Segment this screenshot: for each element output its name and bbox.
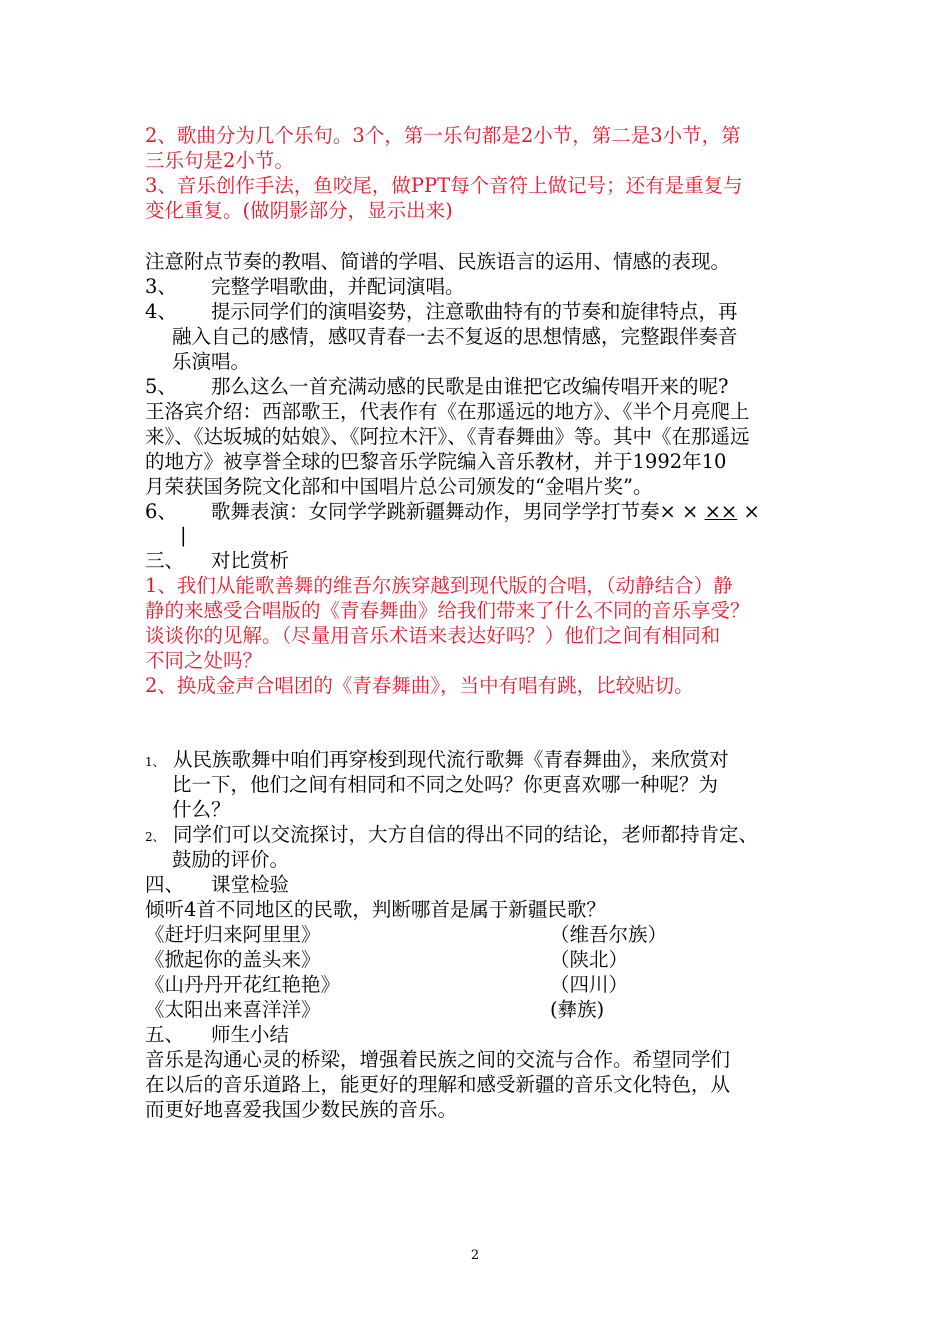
list-number: 3、 [145, 275, 177, 298]
rhythm-underlined: ×× [704, 500, 738, 523]
text-line: 融入自己的感情，感叹青春一去不复返的思想情感，完整跟伴奏音 [172, 325, 738, 348]
section-heading [145, 549, 289, 573]
list-number: 1、 [145, 755, 165, 769]
song-origin: （维吾尔族） [550, 923, 668, 946]
text-line: 的地方》被享誉全球的巴黎音乐学院编入音乐教材，并于1992年10 [145, 450, 727, 473]
list-text: 完整学唱歌曲，并配词演唱。 [211, 275, 465, 298]
text-line: 比一下，他们之间有相同和不同之处吗？你更喜欢哪一种呢？为 [172, 773, 719, 796]
section-heading [145, 1023, 289, 1047]
text-line: 3、音乐创作手法，鱼咬尾，做PPT每个音符上做记号；还有是重复与 [145, 174, 743, 197]
song-title: 《太阳出来喜洋洋》 [145, 998, 321, 1021]
list-item [145, 375, 728, 399]
song-row [145, 948, 629, 972]
song-origin: (彝族) [550, 998, 605, 1021]
rhythm-text: × [737, 500, 760, 523]
text-line: 三乐句是2小节。 [145, 149, 294, 172]
song-origin: （陕北） [550, 948, 629, 971]
list-number: 6、 [145, 500, 177, 523]
text-line: 音乐是沟通心灵的桥梁，增强着民族之间的交流与合作。希望同学们 [145, 1048, 731, 1071]
list-text: 从民族歌舞中咱们再穿梭到现代流行歌舞《青春舞曲》，来欣赏对 [173, 748, 729, 771]
text-line: 而更好地喜爱我国少数民族的音乐。 [145, 1098, 458, 1121]
song-title: 《山丹丹开花红艳艳》 [145, 973, 341, 996]
barline: | [180, 524, 187, 547]
text-line: 倾听4首不同地区的民歌，判断哪首是属于新疆民歌？ [145, 898, 606, 921]
text-line: 什么？ [172, 798, 231, 821]
list-number: 2、 [145, 830, 165, 844]
list-text: 那么这么一首充满动感的民歌是由谁把它改编传唱开来的呢? [211, 375, 729, 398]
text-line: 1、我们从能歌善舞的维吾尔族穿越到现代版的合唱，（动静结合）静 [145, 574, 733, 597]
section-number: 四、 [145, 873, 185, 896]
text-line: 来》、《达坂城的姑娘》、《阿拉木汗》、《青春舞曲》等。其中《在那遥远 [145, 425, 750, 448]
song-row [145, 973, 629, 997]
text-line: 月荣获国务院文化部和中国唱片总公司颁发的“金唱片奖”。 [145, 475, 653, 498]
list-item [145, 500, 760, 524]
text-line: 注意附点节奏的教唱、简谱的学唱、民族语言的运用、情感的表现。 [145, 250, 731, 273]
text-line: 王洛宾介绍：西部歌王，代表作有《在那遥远的地方》、《半个月亮爬上 [145, 400, 750, 423]
text-line: 变化重复。(做阴影部分，显示出来) [145, 199, 453, 222]
text-line: 在以后的音乐道路上，能更好的理解和感受新疆的音乐文化特色，从 [145, 1073, 731, 1096]
song-title: 《赶圩归来阿里里》 [145, 923, 321, 946]
list-item [145, 275, 465, 299]
section-number: 三、 [145, 549, 185, 572]
page-number: 2 [470, 1248, 480, 1263]
list-number: 4、 [145, 300, 177, 323]
text-line: 鼓励的评价。 [172, 848, 290, 871]
song-origin: （四川） [550, 973, 629, 996]
section-heading [145, 873, 289, 897]
list-text: 歌舞表演：女同学学跳新疆舞动作，男同学学打节奏× × [211, 500, 705, 523]
text-line: 谈谈你的见解。（尽量用音乐术语来表达好吗？）他们之间有相同和 [145, 624, 721, 647]
text-line: 2、换成金声合唱团的《青春舞曲》，当中有唱有跳，比较贴切。 [145, 674, 694, 697]
list-number: 5、 [145, 375, 177, 398]
list-item [145, 300, 738, 324]
text-line: 静的来感受合唱版的《青春舞曲》给我们带来了什么不同的音乐享受？ [145, 599, 750, 622]
song-row [145, 998, 605, 1022]
list-text: 同学们可以交流探讨，大方自信的得出不同的结论，老师都持肯定、 [173, 823, 759, 846]
section-title: 对比赏析 [211, 549, 290, 572]
list-text: 提示同学们的演唱姿势，注意歌曲特有的节奏和旋律特点，再 [211, 300, 738, 323]
list-item [145, 823, 758, 849]
text-line: 2、歌曲分为几个乐句。3个，第一乐句都是2小节，第二是3小节，第 [145, 124, 741, 147]
section-number: 五、 [145, 1023, 185, 1046]
section-title: 课堂检验 [211, 873, 290, 896]
section-title: 师生小结 [211, 1023, 290, 1046]
text-line: 乐演唱。 [172, 350, 251, 373]
text-line: 不同之处吗？ [145, 649, 263, 672]
song-title: 《掀起你的盖头来》 [145, 948, 321, 971]
list-item [145, 748, 729, 774]
song-row [145, 923, 668, 947]
